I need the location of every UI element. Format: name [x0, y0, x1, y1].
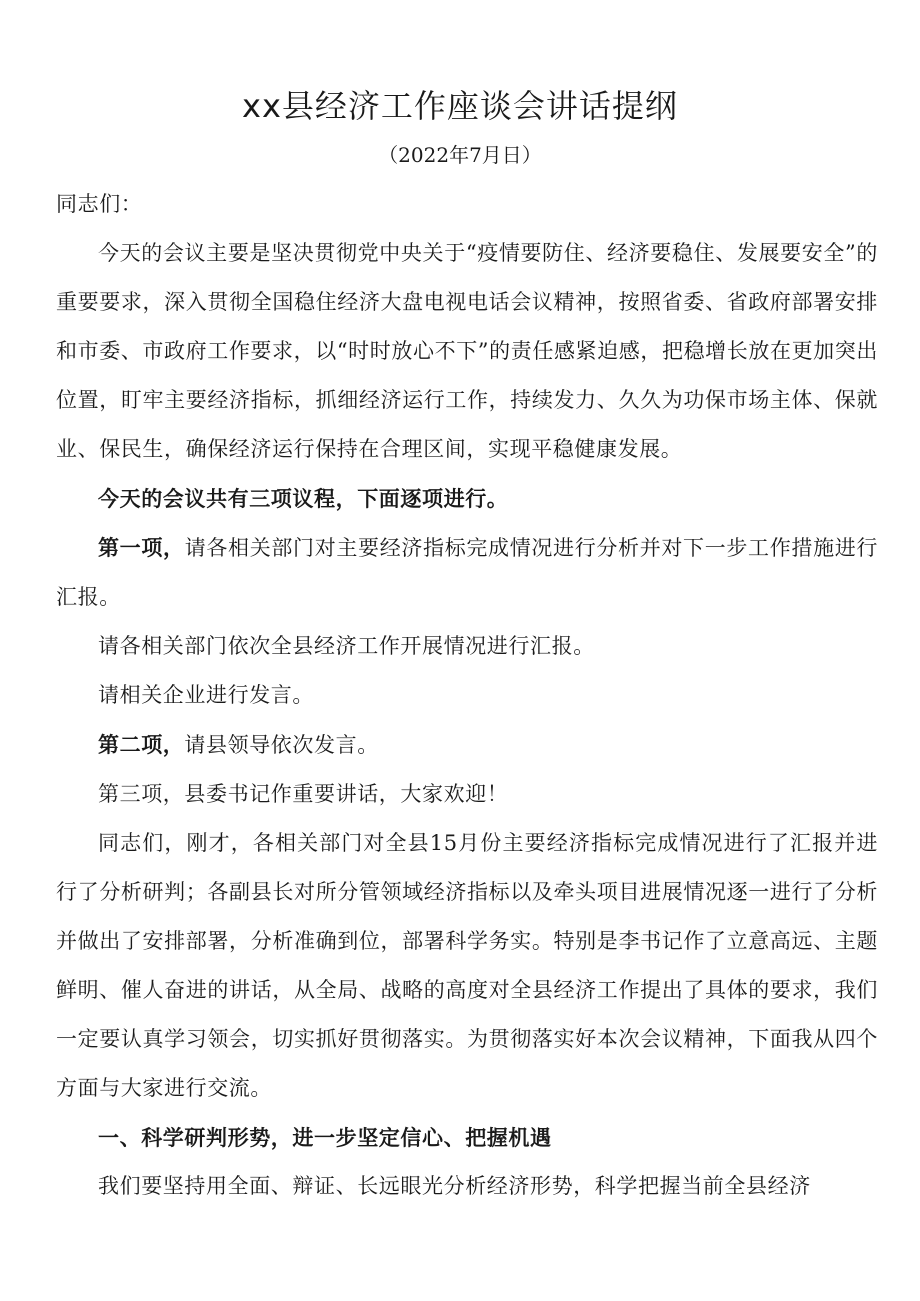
document-body	[56, 180, 878, 1211]
section-heading-one: 一、科学研判形势，进一步坚定信心、把握机遇	[98, 1125, 552, 1150]
salutation: 同志们：	[56, 192, 143, 216]
paragraph-intro: 今天的会议主要是坚决贯彻党中央关于“疫情要防住、经济要稳住、发展要安全”的重要要求，深入贯彻全国稳住经济大盘电视电话会议精神，按照省委、省政府部署安排和市委、市政府工作要求，以“时时放心不下”的责任感紧迫感，把稳增长放在更加突出位置，盯牢主要经济指标，抓细经济运行工作，持续发力、久久为功保市场主体、保就业、保民生，确保经济运行保持在合理区间，实现平稳健康发展。	[56, 241, 878, 461]
paragraph-departments: 请各相关部门依次全县经济工作开展情况进行汇报。	[98, 634, 595, 658]
paragraph-item-three: 第三项，县委书记作重要讲话，大家欢迎！	[98, 782, 509, 806]
paragraph-item-one	[56, 523, 878, 622]
item-one-lead: 第一项，	[98, 535, 185, 560]
paragraph-agenda: 今天的会议共有三项议程，下面逐项进行。	[98, 486, 509, 511]
document-title: xx县经济工作座谈会讲话提纲	[242, 87, 678, 125]
paragraph-item-two	[56, 720, 878, 770]
item-one-text: 请各相关部门对主要经济指标完成情况进行分析并对下一步工作措施进行汇报。	[56, 536, 879, 609]
document-date: （2022年7月日）	[378, 143, 542, 167]
paragraph-enterprises: 请相关企业进行发言。	[98, 683, 314, 707]
paragraph-section-one: 我们要坚持用全面、辩证、长远眼光分析经济形势，科学把握当前全县经济	[98, 1174, 811, 1198]
item-two-text: 请县领导依次发言。	[184, 733, 379, 757]
item-two-lead: 第二项，	[98, 732, 185, 757]
paragraph-summary: 同志们，刚才，各相关部门对全县15月份主要经济指标完成情况进行了汇报并进行了分析研判；各副县长对所分管领域经济指标以及牵头项目进展情况逐一进行了分析并做出了安排部署，分析准确到位，部署科学务实。特别是李书记作了立意高远、主题鲜明、催人奋进的讲话，从全局、战略的高度对全县经济工作提出了具体的要求，我们一定要认真学习领会，切实抓好贯彻落实。为贯彻落实好本次会议精神，下面我从四个方面与大家进行交流。	[56, 831, 878, 1100]
